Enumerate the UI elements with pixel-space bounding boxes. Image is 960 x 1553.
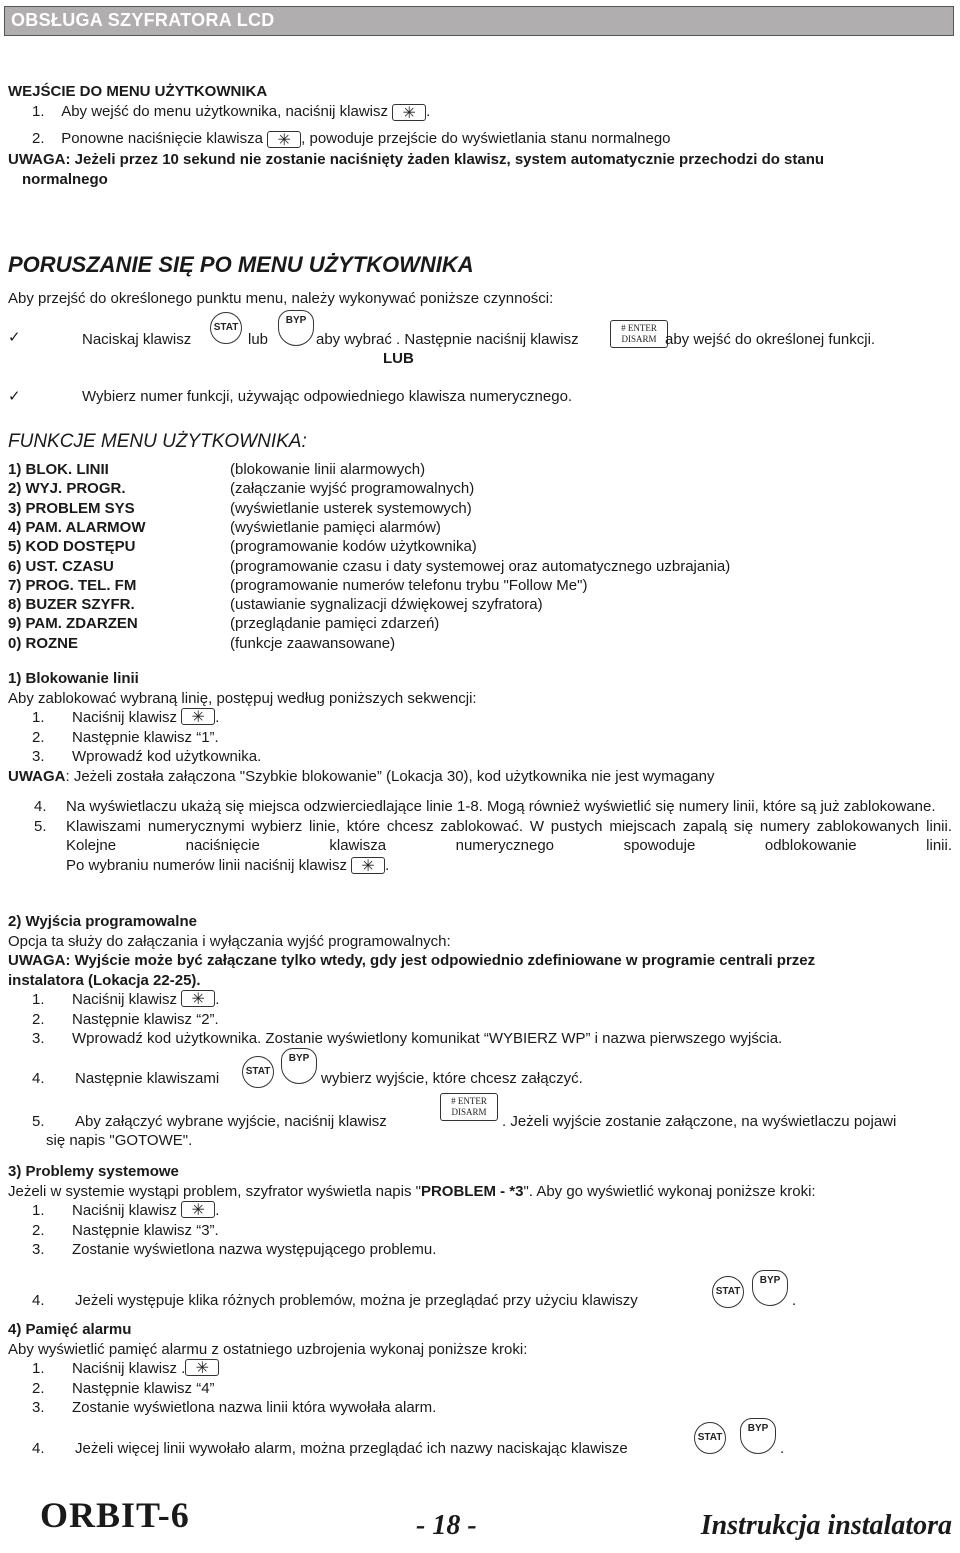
list-item: 1. Naciśnij klawisz ✳ . <box>32 1202 220 1219</box>
list-item: 2. Następnie klawisz “3”. <box>32 1221 219 1239</box>
stat-key-icon: STAT <box>712 1276 744 1308</box>
stat-key-icon: STAT <box>242 1056 274 1088</box>
function-description: (funkcje zaawansowane) <box>230 635 396 652</box>
page-header-bar <box>4 6 954 36</box>
list-item: 1. Naciśnij klawisz . ✳ <box>8 1359 954 1379</box>
function-description: (załączanie wyjść programowalnych) <box>230 480 475 497</box>
function-description: (przeglądanie pamięci zdarzeń) <box>230 615 440 632</box>
section-line-blocking: 1) Blokowanie linii Aby zablokować wybraną linię, postępuj według poniższych sekwencji: 1. Naciśnij klawisz ✳ . 2. Następnie klawisz “1”. 3. Wprowadź kod użytkownika. UWAGA: Jeżeli została załączona "Szybkie blokowanie” (Lokacja 30), kod użytkownika nie jest wymagany <box>8 669 954 786</box>
moving-option-1: ✓ Naciskaj klawisz STAT lub BYP aby wybrać . Następnie naciśnij klawisz # ENTER DISARM aby wejść do określonej funkcji. <box>8 310 34 330</box>
enter-key-icon: # ENTER DISARM <box>610 320 668 348</box>
orbit-logo: ORBIT-6 <box>40 1495 190 1535</box>
star-key-icon: ✳ <box>185 1359 219 1376</box>
byp-key-icon: BYP <box>281 1048 317 1084</box>
list-item: 1. Naciśnij klawisz ✳ . <box>32 991 220 1008</box>
function-description: (wyświetlanie usterek systemowych) <box>230 500 472 517</box>
list-item: 5. Aby załączyć wybrane wyjście, naciśnij klawisz # ENTER DISARM . Jeżeli wyjście zostanie załączone, na wyświetlaczu pojawi się napis "GOTOWE". <box>8 1091 952 1151</box>
footer-title: Instrukcja instalatora <box>700 1510 952 1541</box>
function-name: 0) ROZNE <box>8 635 79 652</box>
list-item: 1. Naciśnij klawisz ✳ . <box>32 709 220 726</box>
list-item: 3. Wprowadź kod użytkownika. Zostanie wyświetlony komunikat “WYBIERZ WP” i nazwa pierwszego wyjścia. <box>32 1030 783 1047</box>
list-item: 4. Jeżeli więcej linii wywołało alarm, można przeglądać ich nazwy naciskając klawisze STAT BYP . <box>8 1418 948 1458</box>
list-item: 4. Jeżeli występuje klika różnych problemów, można je przeglądać przy użyciu klawiszy STAT BYP . <box>8 1270 948 1310</box>
function-name: 4) PAM. ALARMOW <box>8 519 146 536</box>
stat-key-icon: STAT <box>210 312 242 344</box>
list-item: 3. Zostanie wyświetlona nazwa linii która wywołała alarm. <box>32 1399 437 1416</box>
function-name: 1) BLOK. LINII <box>8 461 109 478</box>
moving-option-2: ✓ Wybierz numer funkcji, używając odpowiedniego klawisza numerycznego. <box>8 388 573 405</box>
enter-key-icon: # ENTER DISARM <box>440 1093 498 1121</box>
functions-title: FUNKCJE MENU UŻYTKOWNIKA: <box>8 431 307 452</box>
section-system-problems: 3) Problemy systemowe Jeżeli w systemie wystąpi problem, szyfrator wyświetla napis "PROBLEM - *3". Aby go wyświetlić wykonaj poniższe kroki: 1. Naciśnij klawisz ✳ . 2. Następnie klawisz “3”. 3. Zostanie wyświetlona nazwa występującego problemu. <box>8 1162 954 1260</box>
star-key-icon: ✳ <box>392 104 426 121</box>
checkmark-icon: ✓ <box>8 329 21 346</box>
function-name: 7) PROG. TEL. FM <box>8 577 137 594</box>
function-description: (wyświetlanie pamięci alarmów) <box>230 519 441 536</box>
function-name: 9) PAM. ZDARZEN <box>8 615 138 632</box>
entry-item-1: 1. Aby wejść do menu użytkownika, naciśnij klawisz ✳ . <box>32 103 431 122</box>
entry-note: UWAGA: Jeżeli przez 10 sekund nie zostanie naciśnięty żaden klawisz, system automatycznie przechodzi do stanu <box>8 151 825 168</box>
star-key-icon: ✳ <box>181 990 215 1007</box>
function-description: (programowanie czasu i daty systemowej oraz automatycznego uzbrajania) <box>230 558 731 575</box>
list-item: 2. Następnie klawisz “4” <box>32 1379 215 1397</box>
function-description: (blokowanie linii alarmowych) <box>230 461 426 478</box>
byp-key-icon: BYP <box>278 310 314 346</box>
page-number: - 18 - <box>416 1510 477 1541</box>
list-item: 3. Wprowadź kod użytkownika. <box>32 748 262 765</box>
entry-title: WEJŚCIE DO MENU UŻYTKOWNIKA <box>8 83 268 100</box>
stat-key-icon: STAT <box>694 1422 726 1454</box>
checkmark-icon: ✓ <box>8 388 21 405</box>
section-alarm-memory: 4) Pamięć alarmu Aby wyświetlić pamięć alarmu z ostatniego uzbrojenia wykonaj poniższe kroki: 1. Naciśnij klawisz . ✳ 2. Następnie klawisz “4” 3. Zostanie wyświetlona nazwa linii która wywołała alarm. <box>8 1320 954 1418</box>
list-item: 2. Następnie klawisz “2”. <box>32 1010 219 1028</box>
moving-intro: Aby przejść do określonego punktu menu, należy wykonywać poniższe czynności: <box>8 290 554 307</box>
byp-key-icon: BYP <box>752 1270 788 1306</box>
section-programmable-outputs: 2) Wyjścia programowalne Opcja ta służy do załączania i wyłączania wyjść programowalnych: UWAGA: Wyjście może być załączane tylko wtedy, gdy jest odpowiednio zdefiniowane w programie centrali przez instalatora (Lokacja 22-25). 1. Naciśnij klawisz ✳ . 2. Następnie klawisz “2”. 3. Wprowadź kod użytkownika. Zostanie wyświetlony komunikat “WYBIERZ WP” i nazwa pierwszego wyjścia. <box>8 912 954 1049</box>
list-item: 2. Następnie klawisz “1”. <box>32 728 219 746</box>
list-item: 4. Następnie klawiszami STAT BYP wybierz wyjście, które chcesz załączyć. <box>8 1048 948 1088</box>
page-header-title: OBSŁUGA SZYFRATORA LCD <box>11 10 275 30</box>
line-blocking-note: UWAGA: Jeżeli została załączona "Szybkie blokowanie” (Lokacja 30), kod użytkownika nie jest wymagany <box>8 767 715 785</box>
function-name: 2) WYJ. PROGR. <box>8 480 126 497</box>
function-description: (programowanie kodów użytkownika) <box>230 538 477 555</box>
star-key-icon: ✳ <box>181 1201 215 1218</box>
entry-note-cont: normalnego <box>22 171 108 188</box>
function-description: (ustawianie sygnalizacji dźwiękowej szyfratora) <box>230 596 543 613</box>
function-name: 8) BUZER SZYFR. <box>8 596 135 613</box>
list-item: 4. Na wyświetlaczu ukażą się miejsca odzwierciedlające linie 1-8. Mogą również wyświetlić się numery linii, które są już zablokowane. 5. Klawiszami numerycznymi wybierz linie, które chcesz zablokować. W pustych miejscach zapalą się numery zablokowanych linii. Kolejne naciśnięcie klawisza numerycznego spowoduje odblokowanie linii. Po wybraniu numerów linii naciśnij klawisz ✳ . <box>34 798 952 876</box>
function-name: 3) PROBLEM SYS <box>8 500 135 517</box>
function-description: (programowanie numerów telefonu trybu "Follow Me") <box>230 577 588 594</box>
moving-title: PORUSZANIE SIĘ PO MENU UŻYTKOWNIKA <box>8 252 474 277</box>
star-key-icon: ✳ <box>267 131 301 148</box>
moving-or: LUB <box>383 350 414 367</box>
star-key-icon: ✳ <box>351 857 385 874</box>
list-item: 3. Zostanie wyświetlona nazwa występującego problemu. <box>32 1241 437 1258</box>
star-key-icon: ✳ <box>181 708 215 725</box>
function-name: 6) UST. CZASU <box>8 558 114 575</box>
entry-item-2: 2. Ponowne naciśnięcie klawisza ✳ , powoduje przejście do wyświetlania stanu normalnego <box>32 130 671 149</box>
function-name: 5) KOD DOSTĘPU <box>8 538 136 555</box>
byp-key-icon: BYP <box>740 1418 776 1454</box>
